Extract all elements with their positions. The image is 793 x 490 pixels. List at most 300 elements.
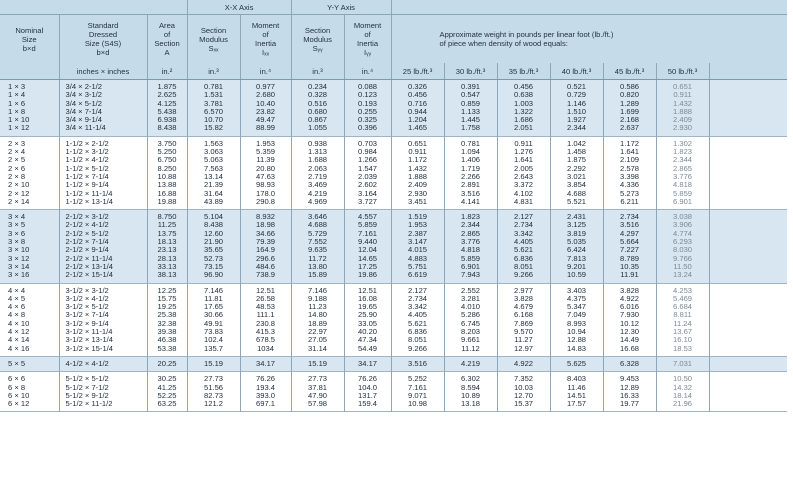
sxx-value: 5.063 bbox=[204, 155, 224, 165]
area-cell bbox=[147, 283, 187, 356]
weight-25-cell bbox=[391, 283, 444, 356]
weight-25-value: 7.161 bbox=[408, 382, 428, 392]
ixx-value: 678.5 bbox=[256, 335, 276, 345]
density-40-heading: 40 lb./ft.³ bbox=[550, 63, 603, 80]
dressed-size-value: 3-1/2 × 9-1/4 bbox=[65, 318, 109, 328]
sxx-value: 7.563 bbox=[204, 163, 224, 173]
iyy-value: 76.26 bbox=[358, 374, 378, 384]
syy-value: 7.552 bbox=[308, 237, 328, 247]
weight-30-value: 5.286 bbox=[461, 310, 481, 320]
area-value: 25.38 bbox=[157, 310, 177, 320]
weight-50-value: 13.24 bbox=[673, 270, 693, 280]
weight-25-value: 3.342 bbox=[408, 302, 428, 312]
weight-35-value: 2.005 bbox=[514, 163, 534, 173]
weight-45-value: 16.33 bbox=[620, 390, 640, 400]
area-value: 11.25 bbox=[157, 220, 177, 230]
weight-50-value: 1.432 bbox=[673, 98, 693, 108]
iyy-value: 0.325 bbox=[358, 115, 378, 125]
syy-value: 5.729 bbox=[308, 228, 328, 238]
weight-50-value: 18.14 bbox=[673, 390, 693, 400]
weight-50-cell bbox=[656, 283, 709, 356]
density-50-heading: 50 lb./ft.³ bbox=[656, 63, 709, 80]
weight-50-value: 14.32 bbox=[673, 382, 693, 392]
iyy-value: 104.0 bbox=[358, 382, 378, 392]
syy-units: in.³ bbox=[291, 63, 344, 80]
weight-45-cell bbox=[603, 80, 656, 137]
nominal-size-value: 4 × 16 bbox=[8, 343, 30, 353]
dressed-size-value: 2-1/2 × 3-1/2 bbox=[65, 212, 109, 222]
ixx-value: 290.8 bbox=[256, 196, 276, 206]
iyy-value: 5.859 bbox=[358, 220, 378, 230]
syy-value: 1.313 bbox=[308, 147, 328, 157]
syy-value: 14.80 bbox=[308, 310, 328, 320]
nominal-size-value: 6 × 8 bbox=[8, 382, 26, 392]
weight-50-value: 1.888 bbox=[673, 106, 693, 116]
weight-25-value: 0.651 bbox=[408, 138, 428, 148]
iyy-value: 4.557 bbox=[358, 212, 378, 222]
weight-30-value: 6.302 bbox=[461, 374, 481, 384]
syy-value: 9.188 bbox=[308, 293, 328, 303]
area-value: 5.438 bbox=[157, 106, 177, 116]
weight-40-value: 1.510 bbox=[567, 106, 587, 116]
weight-50-value: 8.811 bbox=[673, 310, 692, 320]
iyy-value: 7.161 bbox=[358, 228, 378, 238]
ixx-value: 697.1 bbox=[256, 399, 276, 409]
iyy-value: 54.49 bbox=[358, 343, 378, 353]
weight-45-value: 7.227 bbox=[620, 245, 640, 255]
ixx-value: 34.66 bbox=[256, 228, 276, 238]
syy-cell bbox=[291, 210, 344, 283]
weight-50-value: 3.776 bbox=[673, 171, 693, 181]
sxx-value: 135.7 bbox=[204, 343, 224, 353]
ixx-cell bbox=[240, 283, 291, 356]
ixx-value: 0.977 bbox=[256, 82, 276, 91]
syy-value: 27.73 bbox=[308, 374, 328, 384]
size-group-row bbox=[0, 80, 793, 137]
sxx-value: 52.73 bbox=[204, 253, 224, 263]
weight-25-cell bbox=[391, 80, 444, 137]
weight-30-value: 7.943 bbox=[461, 270, 481, 280]
weight-45-value: 14.49 bbox=[620, 335, 640, 345]
weight-40-value: 2.431 bbox=[567, 212, 587, 222]
ixx-value: 76.26 bbox=[256, 374, 276, 384]
weight-50-value: 0.651 bbox=[673, 82, 693, 91]
weight-30-value: 2.344 bbox=[461, 220, 481, 230]
area-value: 33.13 bbox=[157, 261, 177, 271]
iyy-value: 17.25 bbox=[358, 261, 378, 271]
weight-45-value: 1.699 bbox=[620, 106, 640, 116]
syy-value: 7.146 bbox=[308, 285, 328, 295]
sxx-value: 102.4 bbox=[204, 335, 224, 345]
iyy-cell bbox=[344, 356, 391, 371]
sxx-value: 1.531 bbox=[204, 90, 224, 100]
weight-35-value: 1.003 bbox=[514, 98, 534, 108]
dressed-size-value: 1-1/2 × 13-1/4 bbox=[65, 196, 113, 206]
dressed-size-value: 1-1/2 × 11-1/4 bbox=[65, 188, 113, 198]
ixx-value: 23.82 bbox=[256, 106, 276, 116]
area-value: 19.25 bbox=[157, 302, 177, 312]
dressed-size-cell bbox=[59, 80, 147, 137]
weight-45-value: 0.586 bbox=[620, 82, 640, 91]
ixx-units: in.⁴ bbox=[240, 63, 291, 80]
ixx-value: 49.47 bbox=[256, 115, 276, 125]
area-value: 30.25 bbox=[157, 374, 177, 384]
dressed-size-value: 3/4 × 3-1/2 bbox=[65, 90, 103, 100]
ixx-value: 415.3 bbox=[256, 327, 276, 337]
nominal-size-value: 4 × 14 bbox=[8, 335, 30, 345]
weight-35-value: 2.734 bbox=[514, 220, 534, 230]
sxx-cell bbox=[187, 80, 240, 137]
weight-50-value: 7.031 bbox=[673, 358, 693, 368]
weight-50-value: 4.253 bbox=[673, 285, 693, 295]
weight-45-value: 5.664 bbox=[620, 237, 640, 247]
weight-45-value: 1.172 bbox=[620, 138, 640, 148]
weight-35-value: 1.322 bbox=[514, 106, 534, 116]
weight-50-value: 5.469 bbox=[673, 293, 693, 303]
nominal-size-value: 2 × 12 bbox=[8, 188, 30, 198]
weight-40-cell bbox=[550, 283, 603, 356]
weight-50-value: 6.901 bbox=[673, 196, 693, 206]
area-value: 3.750 bbox=[157, 138, 177, 148]
iyy-value: 14.65 bbox=[358, 253, 378, 263]
weight-25-value: 9.266 bbox=[408, 343, 428, 353]
weight-30-value: 4.219 bbox=[461, 358, 481, 368]
weight-40-value: 3.021 bbox=[567, 171, 587, 181]
iyy-value: 19.65 bbox=[358, 302, 378, 312]
dressed-size-value: 2-1/2 × 5-1/2 bbox=[65, 228, 109, 238]
weight-45-value: 6.328 bbox=[620, 358, 640, 368]
weight-25-cell bbox=[391, 356, 444, 371]
area-cell bbox=[147, 136, 187, 209]
syy-value: 13.80 bbox=[308, 261, 328, 271]
nominal-size-value: 4 × 12 bbox=[8, 327, 30, 337]
weight-25-value: 1.953 bbox=[408, 220, 428, 230]
weight-30-cell bbox=[444, 210, 497, 283]
sxx-value: 96.90 bbox=[204, 270, 224, 280]
ixx-value: 296.6 bbox=[256, 253, 276, 263]
sxx-value: 3.781 bbox=[204, 98, 224, 108]
weight-25-value: 1.888 bbox=[408, 171, 428, 181]
weight-30-value: 4.141 bbox=[461, 196, 481, 206]
weight-50-value: 11.50 bbox=[673, 261, 692, 271]
iyy-value: 159.4 bbox=[358, 399, 378, 409]
sxx-value: 15.82 bbox=[204, 123, 224, 133]
weight-40-value: 4.375 bbox=[567, 293, 587, 303]
weight-30-value: 2.266 bbox=[461, 171, 481, 181]
area-value: 41.25 bbox=[157, 382, 177, 392]
weight-30-value: 1.406 bbox=[461, 155, 481, 165]
weight-35-value: 3.372 bbox=[514, 180, 534, 190]
weight-25-value: 3.516 bbox=[408, 358, 428, 368]
weight-30-value: 2.891 bbox=[461, 180, 481, 190]
weight-45-value: 10.12 bbox=[620, 318, 640, 328]
sxx-value: 49.91 bbox=[204, 318, 224, 328]
iyy-value: 1.266 bbox=[358, 155, 378, 165]
syy-value: 18.89 bbox=[308, 318, 328, 328]
weight-30-value: 10.89 bbox=[461, 390, 481, 400]
sxx-value: 35.65 bbox=[204, 245, 224, 255]
ixx-value: 18.98 bbox=[256, 220, 276, 230]
weight-40-value: 3.403 bbox=[567, 285, 587, 295]
nominal-size-cell bbox=[0, 210, 59, 283]
dressed-size-value: 3-1/2 × 4-1/2 bbox=[65, 293, 109, 303]
nominal-size-value: 3 × 10 bbox=[8, 245, 30, 255]
dressed-size-cell bbox=[59, 210, 147, 283]
iyy-value: 131.7 bbox=[358, 390, 378, 400]
iyy-cell bbox=[344, 136, 391, 209]
weight-25-value: 5.252 bbox=[408, 374, 428, 384]
ixx-value: 193.4 bbox=[256, 382, 276, 392]
weight-30-value: 13.18 bbox=[461, 399, 481, 409]
weight-25-value: 2.387 bbox=[408, 228, 428, 238]
weight-35-value: 1.686 bbox=[514, 115, 534, 125]
area-value: 63.25 bbox=[157, 399, 177, 409]
syy-value: 57.98 bbox=[308, 399, 328, 409]
nominal-size-value: 2 × 10 bbox=[8, 180, 30, 190]
weight-45-cell bbox=[603, 210, 656, 283]
weight-40-cell bbox=[550, 356, 603, 371]
nominal-size-cell bbox=[0, 283, 59, 356]
weight-50-value: 6.684 bbox=[673, 302, 693, 312]
weight-50-value: 16.10 bbox=[673, 335, 693, 345]
weight-40-value: 1.458 bbox=[567, 147, 587, 157]
area-value: 2.625 bbox=[157, 90, 177, 100]
weight-30-cell bbox=[444, 356, 497, 371]
weight-45-value: 6.016 bbox=[620, 302, 640, 312]
weight-25-value: 4.405 bbox=[408, 310, 428, 320]
dressed-size-value: 1-1/2 × 2-1/2 bbox=[65, 138, 109, 148]
weight-45-value: 3.828 bbox=[620, 285, 640, 295]
nominal-size-cell bbox=[0, 80, 59, 137]
xx-axis-heading: X-X Axis bbox=[187, 0, 291, 15]
weight-45-value: 6.211 bbox=[620, 196, 639, 206]
weight-heading: Approximate weight in pounds per linear foot (lb./ft.) of piece when density of wood equals: bbox=[391, 15, 793, 64]
weight-45-cell bbox=[603, 372, 656, 412]
weight-25-value: 3.147 bbox=[408, 237, 428, 247]
weight-45-value: 3.516 bbox=[620, 220, 640, 230]
weight-25-value: 2.409 bbox=[408, 180, 428, 190]
iyy-value: 3.727 bbox=[358, 196, 378, 206]
weight-35-value: 2.977 bbox=[514, 285, 534, 295]
ixx-value: 178.0 bbox=[256, 188, 276, 198]
syy-value: 0.516 bbox=[308, 98, 328, 108]
weight-35-cell bbox=[497, 80, 550, 137]
weight-40-cell bbox=[550, 136, 603, 209]
weight-40-value: 5.347 bbox=[567, 302, 587, 312]
yy-axis-heading: Y-Y Axis bbox=[291, 0, 391, 15]
weight-40-cell bbox=[550, 80, 603, 137]
dressed-size-value: 2-1/2 × 13-1/4 bbox=[65, 261, 113, 271]
iyy-cell bbox=[344, 210, 391, 283]
weight-50-value: 9.766 bbox=[673, 253, 693, 263]
weight-30-value: 2.865 bbox=[461, 228, 481, 238]
size-group-row bbox=[0, 372, 793, 412]
syy-value: 4.688 bbox=[308, 220, 328, 230]
dressed-size-value: 2-1/2 × 15-1/4 bbox=[65, 270, 113, 280]
weight-35-value: 15.37 bbox=[514, 399, 534, 409]
sxx-units: in.³ bbox=[187, 63, 240, 80]
dressed-size-value: 1-1/2 × 9-1/4 bbox=[65, 180, 109, 190]
ixx-value: 26.58 bbox=[256, 293, 276, 303]
nominal-size-value: 1 × 6 bbox=[8, 98, 26, 108]
nominal-size-value: 3 × 8 bbox=[8, 237, 26, 247]
iyy-value: 0.255 bbox=[358, 106, 378, 116]
weight-50-value: 3.038 bbox=[673, 212, 693, 222]
weight-50-value: 4.818 bbox=[673, 180, 693, 190]
ixx-value: 111.1 bbox=[256, 310, 275, 320]
area-cell bbox=[147, 80, 187, 137]
dressed-size-value: 1-1/2 × 5-1/2 bbox=[65, 163, 109, 173]
area-value: 12.25 bbox=[157, 285, 177, 295]
nominal-size-value: 2 × 4 bbox=[8, 147, 26, 157]
dressed-size-value: 2-1/2 × 11-1/4 bbox=[65, 253, 113, 263]
weight-30-value: 3.281 bbox=[461, 293, 481, 303]
nominal-size-value: 5 × 5 bbox=[8, 358, 26, 368]
syy-value: 22.97 bbox=[308, 327, 328, 337]
ixx-value: 88.99 bbox=[256, 123, 276, 133]
weight-25-value: 1.204 bbox=[408, 115, 428, 125]
sxx-cell bbox=[187, 372, 240, 412]
weight-45-value: 11.91 bbox=[620, 270, 639, 280]
area-value: 1.875 bbox=[157, 82, 177, 91]
weight-45-value: 1.289 bbox=[620, 98, 640, 108]
dressed-size-value: 2-1/2 × 9-1/4 bbox=[65, 245, 109, 255]
sxx-value: 1.563 bbox=[204, 138, 224, 148]
nominal-size-value: 1 × 12 bbox=[8, 123, 30, 133]
weight-50-value: 6.293 bbox=[673, 237, 693, 247]
weight-40-value: 5.035 bbox=[567, 237, 587, 247]
area-value: 15.75 bbox=[157, 293, 177, 303]
weight-40-value: 8.403 bbox=[567, 374, 587, 384]
weight-45-value: 4.922 bbox=[620, 293, 640, 303]
nominal-size-cell bbox=[0, 136, 59, 209]
weight-25-value: 1.432 bbox=[408, 163, 428, 173]
ixx-value: 738.9 bbox=[256, 270, 276, 280]
density-30-heading: 30 lb./ft.³ bbox=[444, 63, 497, 80]
weight-30-value: 6.745 bbox=[461, 318, 481, 328]
weight-35-value: 3.828 bbox=[514, 293, 534, 303]
weight-35-cell bbox=[497, 372, 550, 412]
weight-30-value: 5.859 bbox=[461, 253, 481, 263]
weight-25-value: 9.071 bbox=[408, 390, 428, 400]
weight-25-value: 0.326 bbox=[408, 82, 428, 91]
weight-35-value: 0.456 bbox=[514, 82, 534, 91]
weight-25-value: 0.944 bbox=[408, 106, 428, 116]
ixx-value: 8.932 bbox=[256, 212, 276, 222]
iyy-value: 2.602 bbox=[358, 180, 378, 190]
standard-dressed-size-heading: Standard Dressed Size (S4S) b×d bbox=[59, 15, 147, 64]
iyy-value: 0.193 bbox=[358, 98, 378, 108]
weight-25-cell bbox=[391, 210, 444, 283]
area-value: 8.750 bbox=[157, 212, 177, 222]
area-value: 8.250 bbox=[157, 163, 177, 173]
table-header bbox=[0, 0, 793, 80]
weight-35-value: 9.570 bbox=[514, 327, 534, 337]
syy-heading: Section Modulus Sᵧᵧ bbox=[291, 15, 344, 64]
iyy-value: 34.17 bbox=[358, 358, 378, 368]
weight-35-value: 2.643 bbox=[514, 171, 534, 181]
dressed-size-value: 4-1/2 × 4-1/2 bbox=[65, 358, 109, 368]
weight-35-value: 1.641 bbox=[514, 155, 534, 165]
weight-25-value: 2.734 bbox=[408, 293, 428, 303]
area-value: 53.38 bbox=[157, 343, 177, 353]
ixx-value: 10.40 bbox=[256, 98, 276, 108]
iyy-heading: Moment of Inertia Iᵧᵧ bbox=[344, 15, 391, 64]
syy-cell bbox=[291, 80, 344, 137]
nominal-size-value: 3 × 6 bbox=[8, 228, 26, 238]
iyy-value: 3.164 bbox=[358, 188, 378, 198]
syy-cell bbox=[291, 283, 344, 356]
area-value: 18.13 bbox=[157, 237, 177, 247]
weight-45-value: 3.398 bbox=[620, 171, 640, 181]
weight-30-value: 1.133 bbox=[461, 106, 481, 116]
iyy-value: 1.547 bbox=[358, 163, 378, 173]
weight-35-cell bbox=[497, 136, 550, 209]
standard-units: inches × inches bbox=[59, 63, 147, 80]
weight-40-value: 1.042 bbox=[567, 138, 587, 148]
weight-40-value: 8.993 bbox=[567, 318, 587, 328]
sxx-value: 3.063 bbox=[204, 147, 224, 157]
area-value: 16.88 bbox=[157, 188, 177, 198]
weight-30-value: 1.719 bbox=[461, 163, 481, 173]
weight-50-cell bbox=[656, 80, 709, 137]
nominal-size-value: 3 × 4 bbox=[8, 212, 26, 222]
weight-30-value: 0.859 bbox=[461, 98, 481, 108]
weight-25-value: 1.172 bbox=[408, 155, 428, 165]
weight-45-value: 8.789 bbox=[620, 253, 640, 263]
weight-50-value: 8.030 bbox=[673, 245, 693, 255]
iyy-value: 0.703 bbox=[358, 138, 378, 148]
syy-value: 0.938 bbox=[308, 138, 328, 148]
weight-40-value: 2.292 bbox=[567, 163, 587, 173]
area-value: 13.88 bbox=[157, 180, 177, 190]
nominal-size-value: 3 × 16 bbox=[8, 270, 30, 280]
weight-40-value: 7.049 bbox=[567, 310, 587, 320]
weight-35-value: 6.168 bbox=[514, 310, 534, 320]
iyy-value: 0.984 bbox=[358, 147, 378, 157]
weight-25-value: 2.930 bbox=[408, 188, 428, 198]
weight-25-value: 3.451 bbox=[408, 196, 428, 206]
weight-50-value: 3.906 bbox=[673, 220, 693, 230]
nominal-size-value: 2 × 8 bbox=[8, 171, 26, 181]
weight-30-value: 1.445 bbox=[461, 115, 481, 125]
iyy-value: 12.04 bbox=[358, 245, 378, 255]
syy-value: 9.635 bbox=[308, 245, 328, 255]
ixx-cell bbox=[240, 80, 291, 137]
sxx-value: 82.73 bbox=[204, 390, 224, 400]
nominal-size-value: 4 × 10 bbox=[8, 318, 30, 328]
weight-45-value: 12.30 bbox=[620, 327, 640, 337]
iyy-value: 19.86 bbox=[358, 270, 378, 280]
area-heading: Area of Section A bbox=[147, 15, 187, 64]
sxx-cell bbox=[187, 210, 240, 283]
area-value: 4.125 bbox=[157, 98, 177, 108]
sxx-value: 73.15 bbox=[204, 261, 224, 271]
nominal-size-value: 1 × 3 bbox=[8, 82, 26, 91]
weight-40-value: 12.88 bbox=[567, 335, 587, 345]
dressed-size-value: 5-1/2 × 7-1/2 bbox=[65, 382, 109, 392]
iyy-value: 9.440 bbox=[358, 237, 378, 247]
weight-25-value: 1.519 bbox=[408, 212, 428, 222]
weight-25-value: 4.883 bbox=[408, 253, 428, 263]
weight-50-cell bbox=[656, 356, 709, 371]
ixx-value: 12.51 bbox=[256, 285, 276, 295]
weight-30-value: 8.594 bbox=[461, 382, 481, 392]
area-value: 46.38 bbox=[157, 335, 177, 345]
dressed-size-value: 1-1/2 × 4-1/2 bbox=[65, 155, 109, 165]
nominal-size-value: 4 × 5 bbox=[8, 293, 26, 303]
weight-35-value: 0.911 bbox=[514, 138, 533, 148]
